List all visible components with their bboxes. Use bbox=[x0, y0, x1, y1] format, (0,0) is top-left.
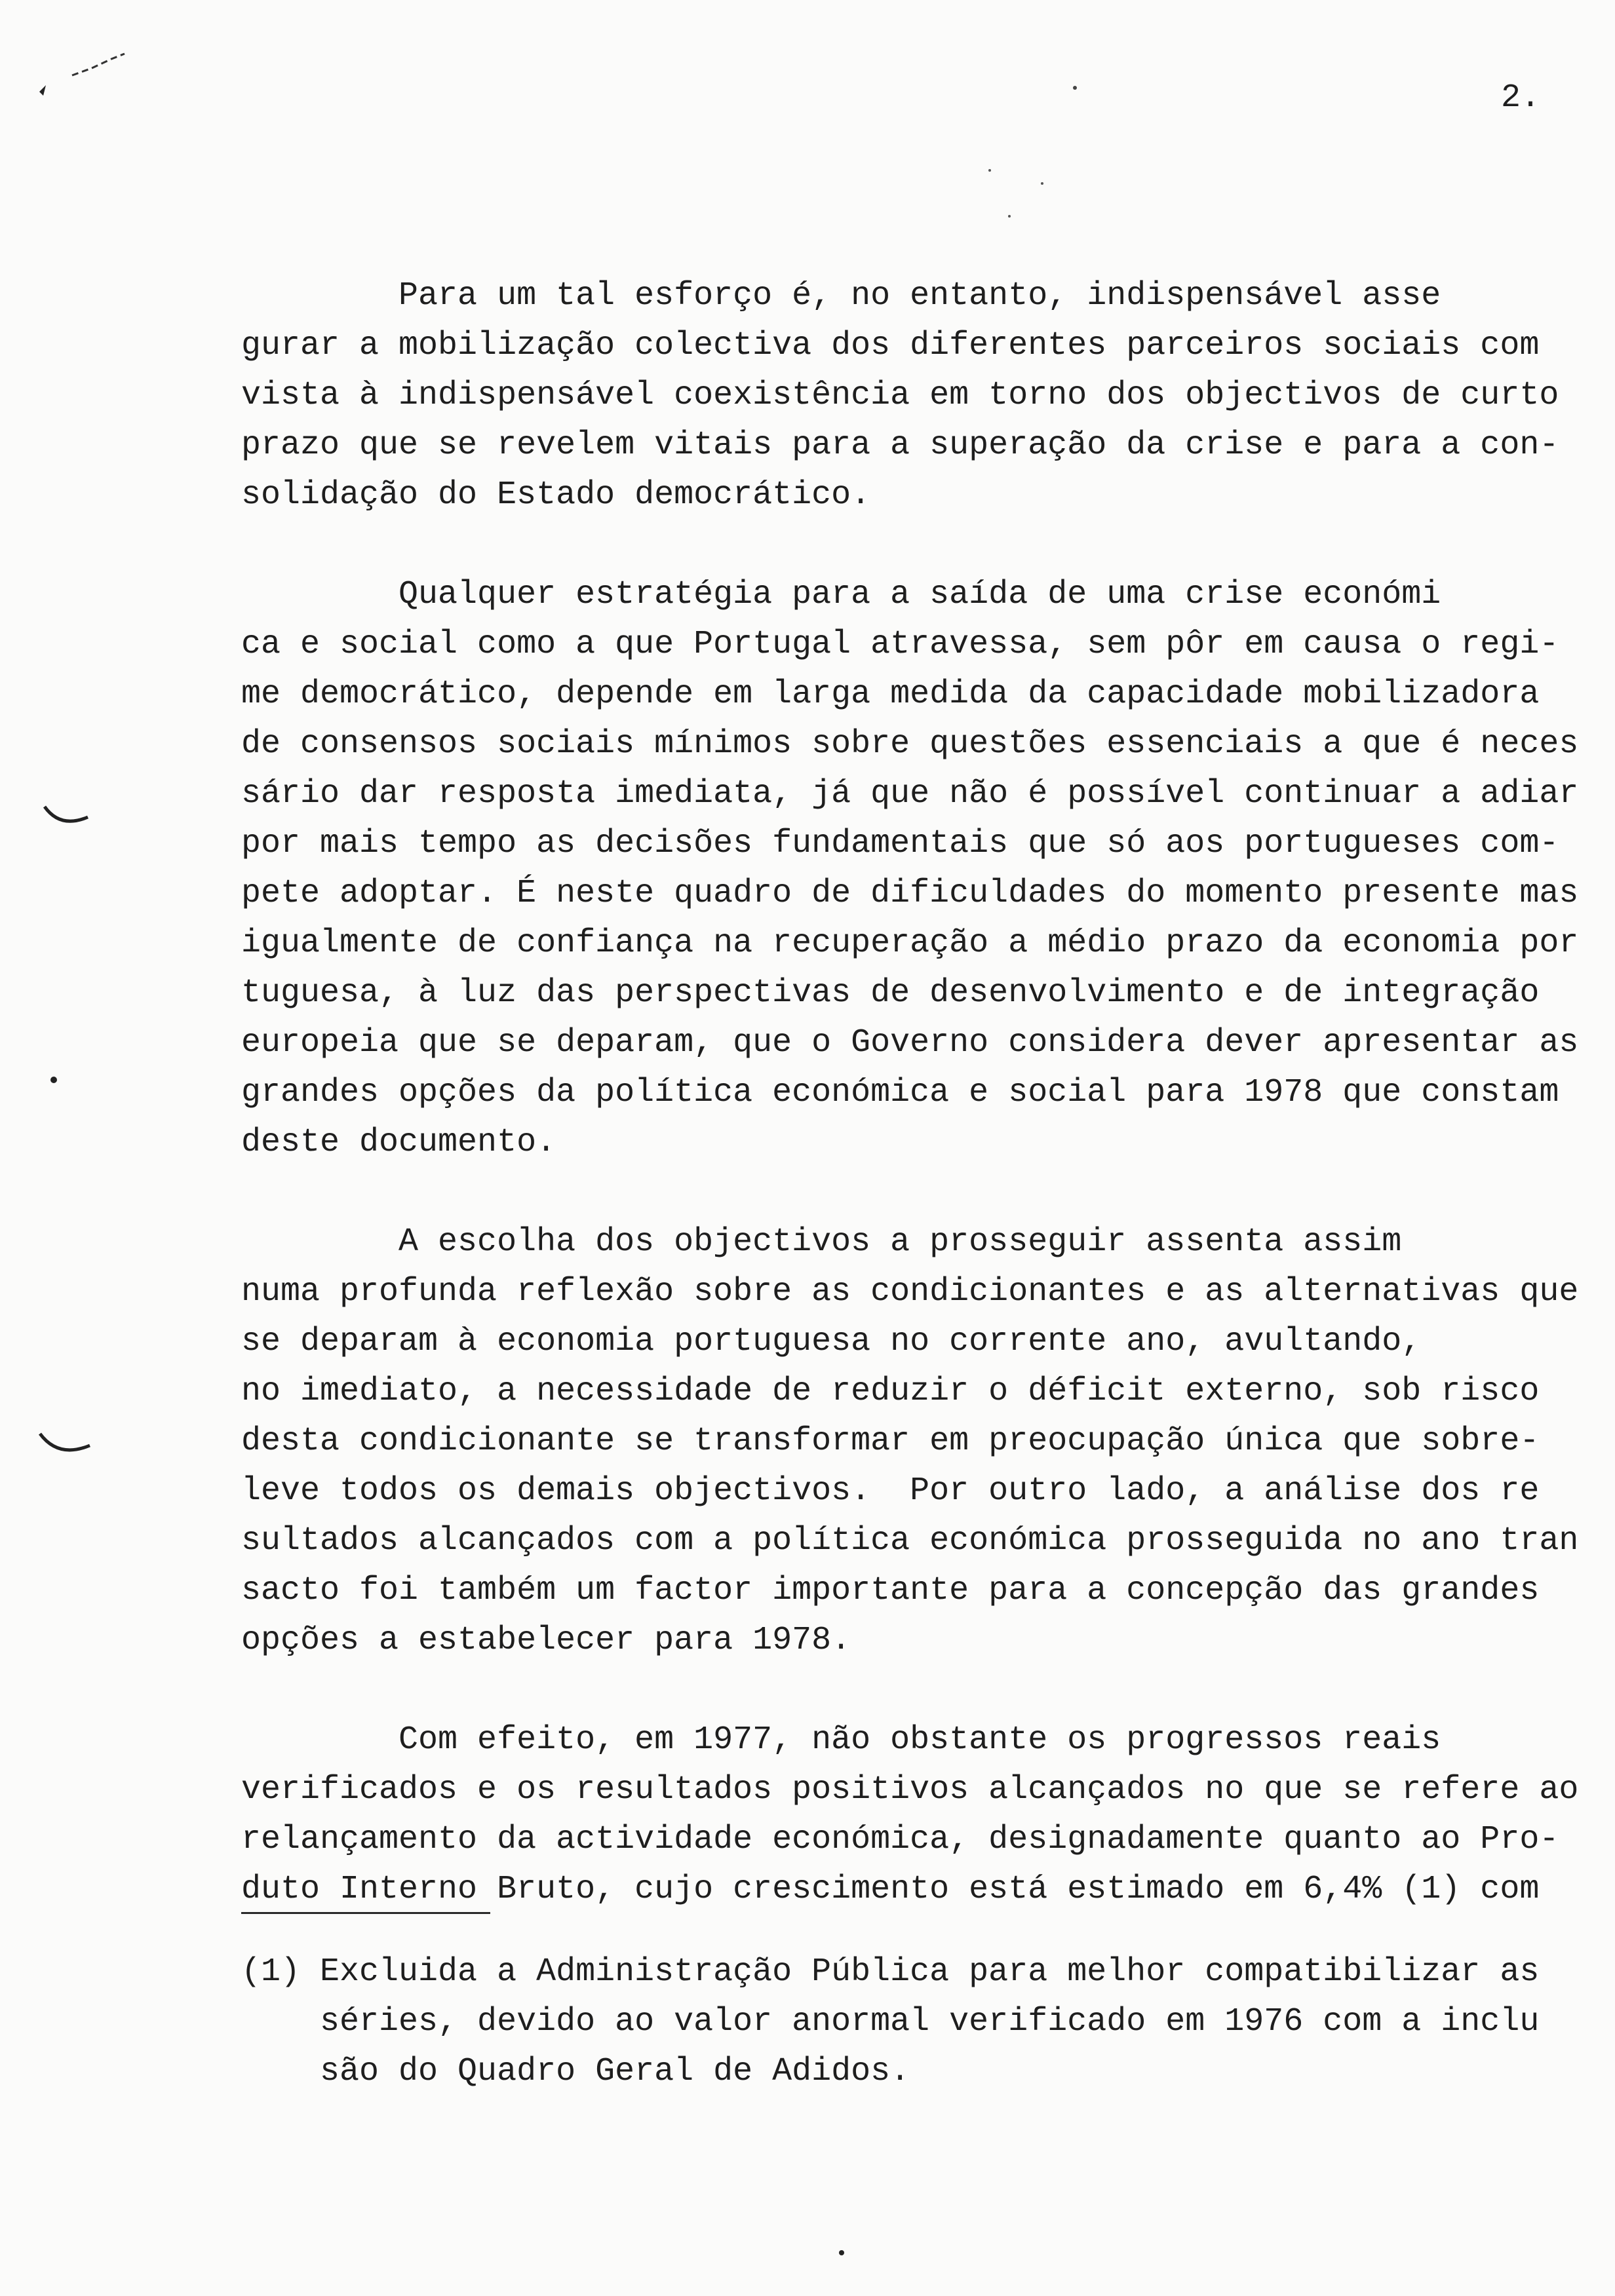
scan-specks-top bbox=[970, 79, 1088, 236]
scan-dot-left bbox=[49, 1075, 59, 1085]
text-line: numa profunda reflexão sobre as condicionantes e as alternativas que bbox=[241, 1273, 1579, 1311]
text-line: me democrático, depende em larga medida da capacidade mobilizadora bbox=[241, 676, 1540, 713]
text-line: grandes opções da política económica e social para 1978 que constam bbox=[241, 1074, 1559, 1111]
footnote-line: (1) Excluida a Administração Pública para melhor compatibilizar as bbox=[241, 1953, 1540, 1991]
footnote-line: são do Quadro Geral de Adidos. bbox=[241, 2053, 910, 2090]
text-line: Qualquer estratégia para a saída de uma crise económi bbox=[241, 576, 1441, 613]
text-line: ca e social como a que Portugal atravessa, sem pôr em causa o regi- bbox=[241, 626, 1559, 663]
text-line: sário dar resposta imediata, já que não é possível continuar a adiar bbox=[241, 775, 1579, 813]
scan-dot-bottom bbox=[836, 2248, 847, 2258]
text-line: leve todos os demais objectivos. Por outro lado, a análise dos re bbox=[241, 1472, 1540, 1510]
text-line: verificados e os resultados positivos alcançados no que se refere ao bbox=[241, 1771, 1579, 1808]
scan-mark-left-arc-2 bbox=[36, 1430, 95, 1469]
text-line: Para um tal esforço é, no entanto, indispensável asse bbox=[241, 277, 1441, 315]
text-line: desta condicionante se transformar em preocupação única que sobre- bbox=[241, 1423, 1540, 1460]
text-line: se deparam à economia portuguesa no corrente ano, avultando, bbox=[241, 1323, 1422, 1360]
text-line: solidação do Estado democrático. bbox=[241, 476, 871, 514]
text-line: sacto foi também um factor importante para a concepção das grandes bbox=[241, 1572, 1540, 1609]
page-number: 2. bbox=[1501, 79, 1541, 117]
scan-mark-left-arc-1 bbox=[41, 803, 93, 842]
text-line: gurar a mobilização colectiva dos diferentes parceiros sociais com bbox=[241, 327, 1540, 364]
text-line: igualmente de confiança na recuperação a médio prazo da economia por bbox=[241, 925, 1579, 962]
text-line: Com efeito, em 1977, não obstante os progressos reais bbox=[241, 1721, 1441, 1759]
footnote-divider bbox=[241, 1912, 490, 1914]
text-line: de consensos sociais mínimos sobre questões essenciais a que é neces bbox=[241, 725, 1579, 763]
text-line: duto Interno Bruto, cujo crescimento está estimado em 6,4% (1) com bbox=[241, 1871, 1540, 1908]
text-line: no imediato, a necessidade de reduzir o déficit externo, sob risco bbox=[241, 1373, 1540, 1410]
text-line: opções a estabelecer para 1978. bbox=[241, 1622, 851, 1659]
text-line: A escolha dos objectivos a prosseguir assenta assim bbox=[241, 1223, 1402, 1261]
text-line: deste documento. bbox=[241, 1124, 556, 1161]
text-line: pete adoptar. É neste quadro de dificuldades do momento presente mas bbox=[241, 875, 1579, 912]
text-line: prazo que se revelem vitais para a superação da crise e para a con- bbox=[241, 427, 1559, 464]
text-line: europeia que se deparam, que o Governo considera dever apresentar as bbox=[241, 1024, 1579, 1062]
footnote-line: séries, devido ao valor anormal verificado em 1976 com a inclu bbox=[241, 2003, 1540, 2040]
scan-mark-top-left bbox=[26, 39, 138, 105]
text-line: vista à indispensável coexistência em torno dos objectivos de curto bbox=[241, 377, 1559, 414]
text-line: por mais tempo as decisões fundamentais que só aos portugueses com- bbox=[241, 825, 1559, 862]
text-line: tuguesa, à luz das perspectivas de desenvolvimento e de integração bbox=[241, 974, 1540, 1012]
text-line: sultados alcançados com a política económica prosseguida no ano tran bbox=[241, 1522, 1579, 1559]
text-line: relançamento da actividade económica, designadamente quanto ao Pro- bbox=[241, 1821, 1559, 1858]
